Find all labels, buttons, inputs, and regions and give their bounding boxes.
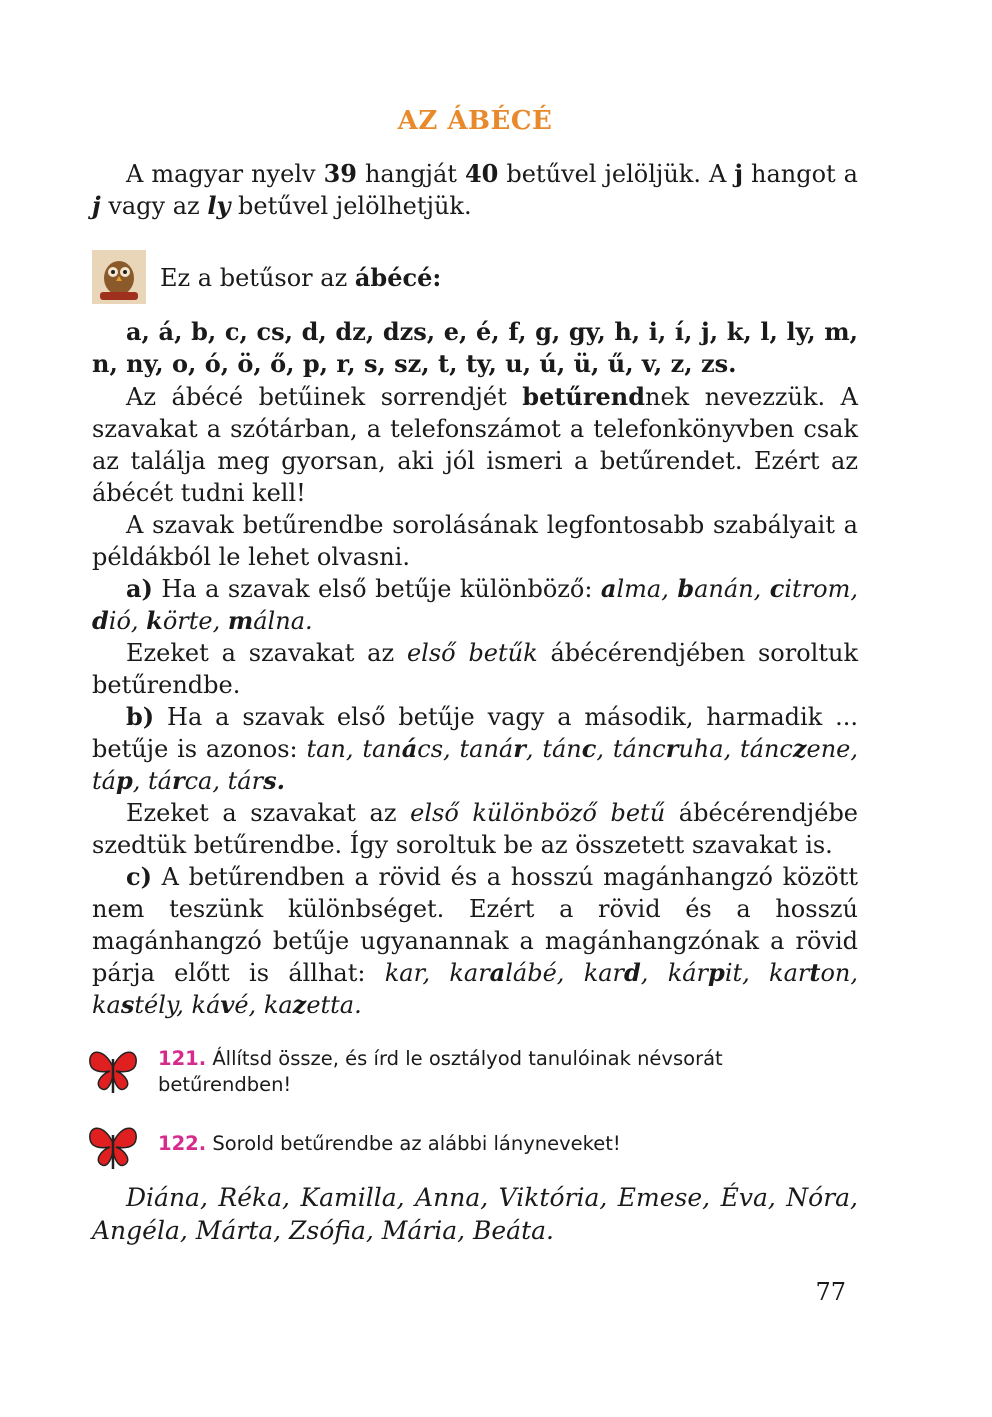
exercise-text: Sorold betűrendbe az alábbi lányneveket! <box>206 1132 621 1155</box>
example-word-highlight: z <box>292 990 307 1019</box>
example-word-text: tá <box>92 767 116 795</box>
intro-bold: 39 <box>323 159 357 188</box>
rule-label: a) <box>126 574 153 603</box>
example-word <box>668 959 769 987</box>
owl-mascot-icon <box>92 250 146 304</box>
example-word-text: , <box>525 735 543 763</box>
girl-names-list: Diána, Réka, Kamilla, Anna, Viktória, Emese, Éva, Nóra, Angéla, Márta, Zsófia, Mária, Beáta. <box>92 1183 858 1245</box>
example-word-text: cs, <box>417 735 460 763</box>
rules-paragraph: A szavak betűrendbe sorolásának legfontosabb szabályait a példákból le lehet olvasni. <box>92 511 858 571</box>
example-word-text: kar <box>449 959 490 987</box>
example-word-text: tán <box>542 735 582 763</box>
rule-a <box>92 573 858 637</box>
example-word-text: kar, <box>384 959 450 987</box>
example-word-highlight: r <box>513 734 526 763</box>
example-word-highlight: p <box>708 958 725 987</box>
example-word <box>92 607 146 635</box>
example-word-text: tánc <box>612 735 666 763</box>
example-word <box>584 959 668 987</box>
example-word-text: uha, <box>678 735 741 763</box>
example-word-highlight: p <box>115 766 133 795</box>
exercise-122 <box>158 1131 858 1157</box>
example-word-text: it, <box>724 959 770 987</box>
example-word <box>362 735 459 763</box>
example-word <box>192 991 264 1019</box>
example-word-highlight: c <box>581 734 597 763</box>
example-word <box>601 575 677 603</box>
example-word-highlight: s. <box>263 766 285 795</box>
example-word-text: ca, <box>184 767 228 795</box>
example-word <box>460 735 543 763</box>
exercise-121 <box>158 1046 858 1098</box>
page-title: AZ ÁBÉCÉ <box>397 106 553 136</box>
alphabet-intro-bold: ábécé: <box>354 263 442 292</box>
example-word <box>148 767 228 795</box>
example-word-highlight: c <box>769 574 785 603</box>
intro-text: A magyar nyelv <box>126 160 324 188</box>
note-text: Ezeket a szavakat az <box>126 799 411 827</box>
example-word-highlight: z <box>792 734 807 763</box>
example-word <box>92 991 192 1019</box>
rule-a-note <box>92 637 858 701</box>
note-italic: első különböző betű <box>410 799 666 827</box>
rule-text: A betűrendben a rövid és a hosszú magánhangzó között nem teszünk különbséget. Ezért a rövid és a hosszú magánhangzó betűje ugyanannak a magánhangzónak a rövid párja előtt is állhat: <box>92 863 858 987</box>
example-word-highlight: b <box>677 574 695 603</box>
example-word-text: lma, <box>616 575 678 603</box>
example-word-text: é, <box>234 991 264 1019</box>
example-word <box>228 767 285 795</box>
rule-b <box>92 701 858 797</box>
order-paragraph <box>92 381 858 509</box>
rule-c <box>92 861 858 1021</box>
example-word-text: etta. <box>306 991 362 1019</box>
example-word-text: , <box>596 735 613 763</box>
example-word-text: , <box>132 767 148 795</box>
page-number: 77 <box>815 1278 846 1306</box>
example-word <box>769 959 858 987</box>
example-word-highlight: v <box>220 990 235 1019</box>
example-word <box>613 735 740 763</box>
example-word-text: , <box>640 959 668 987</box>
example-word-text: ká <box>191 991 221 1019</box>
intro-text: betűvel jelöljük. A <box>498 160 735 188</box>
example-word-highlight: r <box>171 766 185 795</box>
example-word <box>385 959 450 987</box>
example-word <box>542 735 613 763</box>
example-word <box>740 735 858 763</box>
example-word <box>677 575 769 603</box>
example-word <box>306 735 362 763</box>
order-text: nek nevezzük. A szavakat a szótárban, a telefonszámot a telefonkönyvben csak az találja meg gyorsan, aki jól ismeri a betűrendet. Ezért az ábécét tudni kell! <box>92 383 858 507</box>
example-word <box>228 607 313 635</box>
example-word-highlight: a <box>600 574 617 603</box>
rule-b-note <box>92 797 858 861</box>
example-word-highlight: t <box>809 958 821 987</box>
example-word-highlight: d <box>92 606 109 635</box>
intro-bold: j <box>734 159 743 188</box>
example-word-highlight: r <box>665 734 679 763</box>
example-word-highlight: m <box>227 606 254 635</box>
example-word-text: ió, <box>108 607 147 635</box>
example-word-text: itrom, <box>784 575 858 603</box>
example-word-highlight: á <box>401 734 418 763</box>
example-word-text: tély, <box>134 991 192 1019</box>
order-text: Az ábécé betűinek sorrendjét <box>126 383 523 411</box>
example-word-text: ka <box>263 991 293 1019</box>
example-word-text: tá <box>148 767 172 795</box>
note-text: ábécérendjében soroltuk betűrendbe. <box>92 639 859 699</box>
order-bold: betűrend <box>522 382 646 411</box>
intro-bold: 40 <box>464 159 499 188</box>
intro-paragraph <box>92 158 858 222</box>
example-word-highlight: s <box>120 990 135 1019</box>
exercise-number: 121. <box>158 1047 207 1070</box>
note-text: ábécérendjébe szedtük betűrendbe. Így soroltuk be az összetett szavakat is. <box>92 799 859 859</box>
alphabet-list: a, á, b, c, cs, d, dz, dzs, e, é, f, g, gy, h, i, í, j, k, l, ly, m, n, ny, o, ó, ö, ő, p, r, s, sz, t, ty, u, ú, ü, ű, v, z, zs. <box>92 317 858 378</box>
rule-text: Ha a szavak első betűje különböző: <box>152 575 601 603</box>
alphabet-intro <box>160 262 441 294</box>
rule-label: b) <box>126 702 155 731</box>
example-word-text: on, <box>820 959 858 987</box>
example-word-text: anán, <box>694 575 770 603</box>
example-word-text: kar <box>583 959 625 987</box>
example-word-text: ka <box>92 991 121 1019</box>
example-word-text: tánc <box>740 735 793 763</box>
example-word-text: örte, <box>162 607 228 635</box>
example-word-highlight: k <box>146 606 163 635</box>
note-italic: első betűk <box>406 639 538 667</box>
intro-text: hangot a <box>743 160 858 188</box>
example-word-text: lábé, <box>505 959 584 987</box>
example-word <box>264 991 362 1019</box>
intro-text: vagy az <box>100 192 208 220</box>
example-word-text: tan <box>362 735 402 763</box>
example-word-highlight: a <box>489 958 506 987</box>
example-word-text: tár <box>227 767 264 795</box>
butterfly-icon <box>86 1045 140 1095</box>
example-word <box>449 959 583 987</box>
rule-text: Ha a szavak első betűje vagy a második, harmadik ... betűje is azonos: <box>92 703 858 763</box>
example-word-text: kar <box>769 959 810 987</box>
example-word-text: ene, <box>806 735 859 763</box>
alphabet-intro-text: Ez a betűsor az <box>160 264 355 292</box>
example-word-highlight: d <box>624 958 641 987</box>
intro-bold-italic: ly <box>207 191 231 220</box>
example-word <box>92 767 148 795</box>
intro-bold-italic: j <box>92 191 101 220</box>
example-word <box>146 607 228 635</box>
exercise-number: 122. <box>158 1132 207 1155</box>
rule-label: c) <box>126 862 152 891</box>
butterfly-icon <box>86 1121 140 1171</box>
intro-text: betűvel jelölhetjük. <box>230 192 472 220</box>
example-word-text: kár <box>667 959 709 987</box>
exercise-text: Állítsd össze, és írd le osztályod tanulóinak névsorát betűrendben! <box>158 1047 723 1096</box>
example-word-text: tan, <box>306 735 363 763</box>
intro-text: hangját <box>356 160 465 188</box>
example-word <box>770 575 858 603</box>
example-word-text: taná <box>459 735 514 763</box>
note-text: Ezeket a szavakat az <box>126 639 407 667</box>
example-word-text: álna. <box>253 607 313 635</box>
